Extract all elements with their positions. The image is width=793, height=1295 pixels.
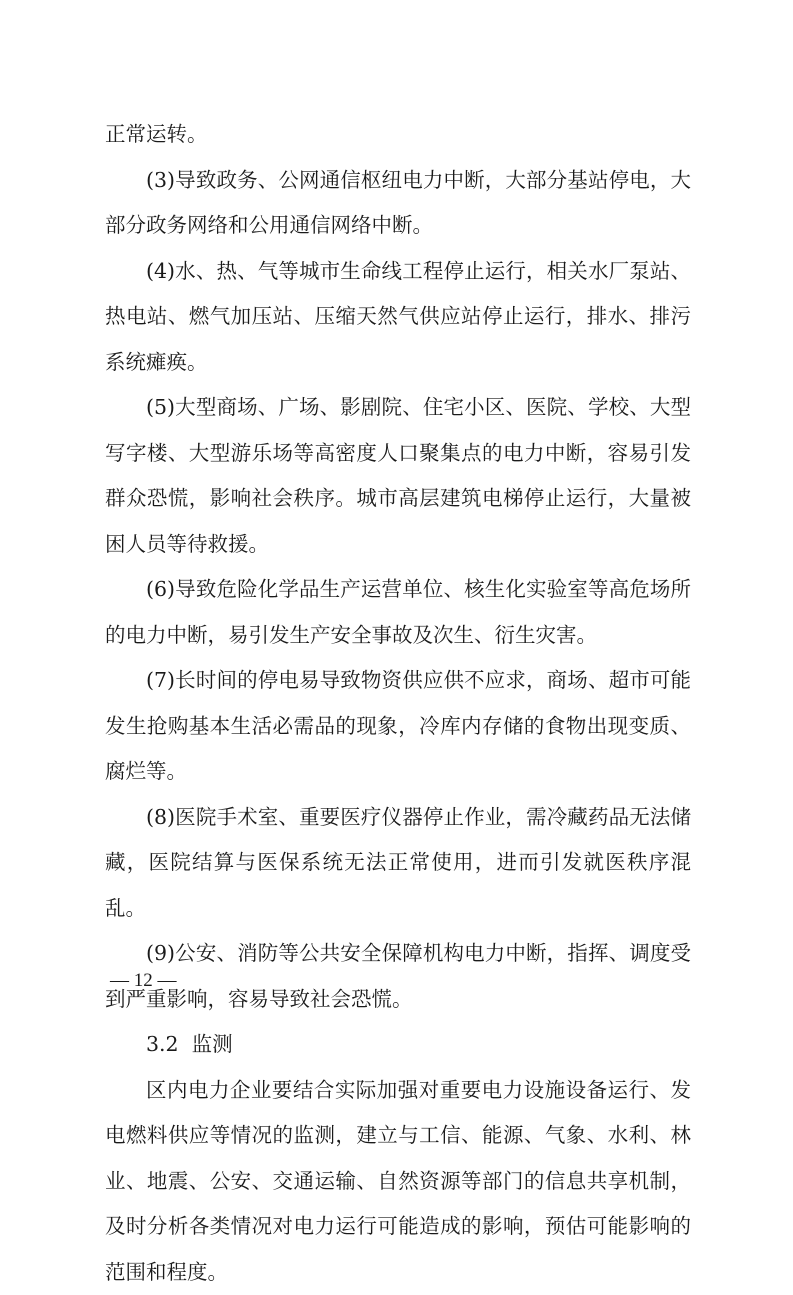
page-number: — 12 — xyxy=(110,961,177,1001)
paragraph-item-3: (3)导致政务、公网通信枢纽电力中断，大部分基站停电，大部分政务网络和公用通信网络中断。 xyxy=(105,158,691,249)
body-text xyxy=(105,112,691,1295)
paragraph-item-6: (6)导致危险化学品生产运营单位、核生化实验室等高危场所的电力中断，易引发生产安全事故及次生、衍生灾害。 xyxy=(105,567,691,658)
section-paragraph: 区内电力企业要结合实际加强对重要电力设施设备运行、发电燃料供应等情况的监测，建立与工信、能源、气象、水利、林业、地震、公安、交通运输、自然资源等部门的信息共享机制，及时分析各类情况对电力运行可能造成的影响，预估可能影响的范围和程度。 xyxy=(105,1068,691,1295)
paragraph-continuation: 正常运转。 xyxy=(105,112,691,158)
paragraph-item-5: (5)大型商场、广场、影剧院、住宅小区、医院、学校、大型写字楼、大型游乐场等高密度人口聚集点的电力中断，容易引发群众恐慌，影响社会秩序。城市高层建筑电梯停止运行，大量被困人员等待救援。 xyxy=(105,385,691,567)
paragraph-item-9: (9)公安、消防等公共安全保障机构电力中断，指挥、调度受到严重影响，容易导致社会恐慌。 xyxy=(105,931,691,1022)
paragraph-item-8: (8)医院手术室、重要医疗仪器停止作业，需冷藏药品无法储藏，医院结算与医保系统无法正常使用，进而引发就医秩序混乱。 xyxy=(105,795,691,932)
paragraph-item-7: (7)长时间的停电易导致物资供应供不应求，商场、超市可能发生抢购基本生活必需品的现象，冷库内存储的食物出现变质、腐烂等。 xyxy=(105,658,691,795)
paragraph-item-4: (4)水、热、气等城市生命线工程停止运行，相关水厂泵站、热电站、燃气加压站、压缩天然气供应站停止运行，排水、排污系统瘫痪。 xyxy=(105,249,691,386)
section-heading: 3.2 监测 xyxy=(105,1022,691,1068)
